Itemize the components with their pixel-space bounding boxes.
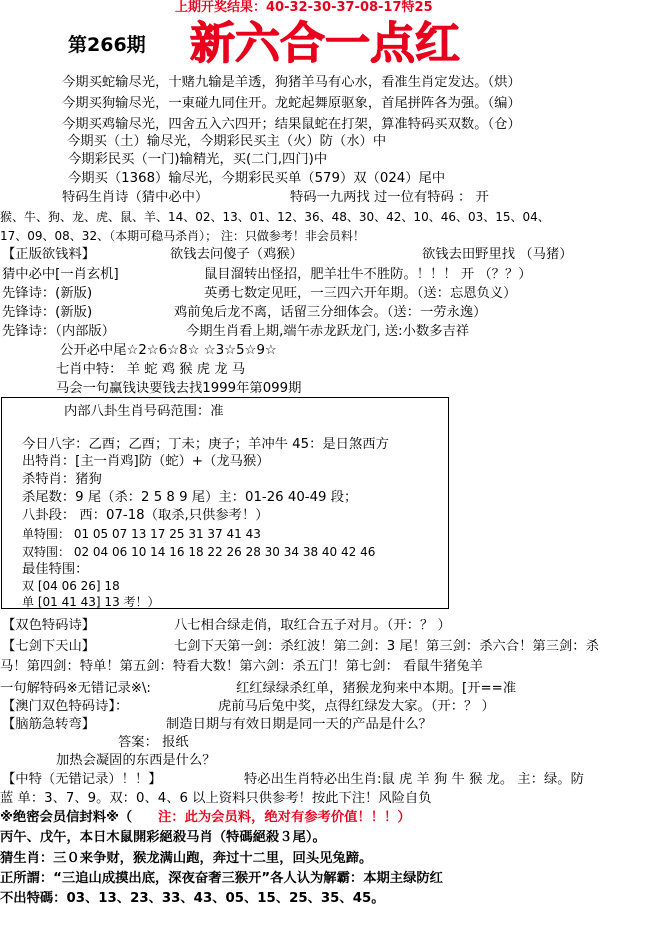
naojin-label: 【脑筋急转弯】: [2, 717, 96, 732]
issue-number: 第266期: [68, 34, 146, 56]
member-line-3: 正所謂：“三追山成摸出底，深夜奋奢三猴开”各人认为解霸：本期主绿防红: [0, 871, 443, 886]
yiju-label: 一句解特码※无错记录※\:: [0, 681, 151, 696]
qijian-label: 【七剑下天山】: [2, 639, 96, 654]
naojin-question: 制造日期与有效日期是同一天的产品是什么？: [166, 717, 432, 732]
site-logo: [190, 16, 465, 66]
xianfeng-text-1: 英勇七数定见旺，一三四六开年期。（送：忘恩负义）: [204, 286, 517, 301]
box-title: 内部八卦生肖号码范围：准: [64, 404, 224, 419]
xianfeng-text-3: 今期生肖看上期,端午赤龙跃龙门, 送:小数多吉祥: [186, 324, 470, 339]
box-shuang: 双特围： 02 04 06 10 14 16 18 22 26 28 30 34 38 40 42 46: [22, 545, 376, 559]
xianfeng-text-2: 鸡前兔后龙不离，话留三分细体会。（送：一劳永逸）: [174, 305, 487, 320]
zhongte-text-1: 特必出生肖特必出生肖:鼠 虎 羊 狗 牛 猴 龙。 主：绿。防: [244, 772, 584, 787]
box-sha-wei: 杀尾数：9 尾（杀：2 5 8 9 尾）主：01-26 40-49 段；: [22, 490, 358, 505]
box-dan: 单特围： 01 05 07 13 17 25 31 37 41 43: [22, 527, 261, 541]
box-chu-te: 出特肖：[主一肖鸡]防（蛇）+（龙马猴）: [22, 454, 270, 469]
box-bagua: 八卦段： 西：07-18（取杀,只供参考！）: [22, 508, 269, 523]
poem-line-5: 今期彩民买（一门)输精光，买(二门,四门)中: [68, 152, 328, 167]
box-best-shuang: 双 [04 06 26] 18: [22, 579, 120, 593]
zhongte-label: 【中特（无错记录）！！】: [2, 772, 162, 787]
zodiac-poem-label: 特码生肖诗（猜中必中）: [62, 190, 209, 205]
last-draw-result: 上期开奖结果：40-32-30-37-08-17特25: [175, 0, 433, 15]
mahui-line: 马会一句赢钱诀要钱去找1999年第099期: [56, 381, 302, 396]
zhengban-text-1: 欲钱去问傻子（鸡猴）: [170, 247, 303, 262]
aomen-label: 【澳门双色特码诗】：: [2, 699, 129, 714]
zodiac-poem-hint: 特码一九两找 过一位有特码 ： 开: [290, 190, 489, 205]
yixiao-text: 鼠目溜转出怪招，肥羊壮牛不胜防。！！！ 开 （？？）: [204, 267, 532, 282]
naojin-answer: 答案： 报纸: [118, 735, 189, 750]
zhengban-label: 【正版欲钱料】: [2, 247, 96, 262]
number-list-line-2: 17、09、08、32、（本期可稳马杀肖）； 注：只做参考！非会员料！: [0, 229, 365, 243]
member-line-2: 猜生肖：三０来争财，猴龙满山跑，奔过十二里，回头见兔蹄。: [0, 851, 373, 866]
qijian-text-1: 七剑下天第一剑：杀红波！第二剑：3 尾！第三剑：杀六合！第三剑：杀: [174, 639, 599, 654]
member-line-1: 丙午、戊午，本日木鼠開彩絕殺马肖（特碼絕殺３尾）。: [0, 830, 326, 845]
poem-line-3: 今期买鸡输尽光，四舍五入六四开；结果鼠蛇在打架，算准特码买双数。（仓）: [62, 117, 521, 132]
box-best: 最佳特围：: [22, 562, 89, 577]
poem-line-6: 今期买（1368）输尽光，今期彩民买单（579）双（024）尾中: [68, 171, 446, 186]
member-note: 注：此为会员料，绝对有参考价值！！！）: [158, 810, 411, 825]
poem-line-4: 今期买（土）输尽光，今期彩民买主（火）防（水）中: [67, 134, 387, 149]
seven-zodiac-line: 七肖中特： 羊 蛇 鸡 猴 虎 龙 马: [56, 362, 246, 377]
box-sha-te: 杀特肖：猪狗: [22, 472, 102, 487]
shuangse-label: 【双色特码诗】: [2, 618, 96, 633]
qijian-text-2: 马！第四剑：特单！第五剑：特看大数！第六剑：杀五门！第七剑： 看鼠牛猪兔羊: [0, 659, 483, 674]
member-label: ※绝密会员信封料※（: [0, 810, 133, 825]
shuangse-text: 八七相合绿走俏，取红合五子对月。（开：？ ）: [174, 618, 451, 633]
member-line-4: 不出特碼：03、13、23、33、43、05、15、25、35、45。: [0, 891, 385, 906]
box-best-dan: 单 [01 41 43] 13 考！）: [22, 595, 160, 609]
aomen-text: 虎前马后兔中奖，点得红绿发大家。（开：？ ）: [218, 699, 495, 714]
bagua-box: [1, 397, 449, 609]
poem-line-2: 今期买狗输尽光，一東碰九同住开。龙蛇起舞原驱象，首尾拼阵各为强。（编）: [62, 96, 521, 111]
number-list-line-1: 猴、牛、狗、龙、虎、鼠、羊、14、02、13、01、12、36、48、30、42、10、46、03、15、04、: [0, 210, 550, 224]
svg-text:新六合一点红: 新六合一点红: [190, 18, 460, 66]
zhengban-text-2: 欲钱去田野里找 （马猪）: [422, 247, 573, 262]
tail-line: 公开必中尾☆2☆6☆8☆ ☆3☆5☆9☆: [60, 343, 277, 358]
zhongte-text-2: 蓝 单：3、7、9。双：0、4、6 以上资料只供参考！按此下注！风险自负: [0, 791, 432, 806]
yixiao-label: 猜中必中[一肖玄机]: [2, 267, 119, 282]
yiju-text: 红红绿绿杀红单，猪猴龙狗来中本期。[开==准: [236, 681, 517, 696]
box-bazi: 今日八字：乙酉；乙酉；丁未；庚子；羊冲牛 45：是日煞西方: [22, 437, 389, 452]
xianfeng-label-1: 先锋诗：(新版): [2, 286, 93, 301]
poem-line-1: 今期买蛇输尽光，十赌九输是羊透，狗猪羊马有心水，看准生肖定发达。（烘）: [62, 75, 521, 90]
xianfeng-label-2: 先锋诗：(新版): [2, 305, 93, 320]
xianfeng-label-3: 先锋诗：（内部版）: [2, 324, 116, 339]
naojin-question-2: 加热会凝固的东西是什么？: [56, 753, 216, 768]
